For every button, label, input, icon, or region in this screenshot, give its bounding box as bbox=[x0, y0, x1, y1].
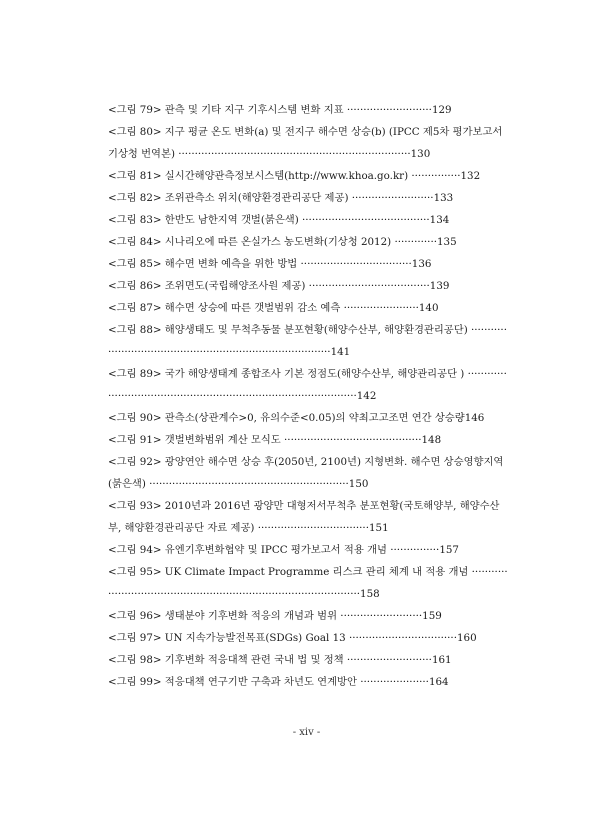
toc-entry: <그림 81> 실시간해양관측정보시스템(http://www.khoa.go.kr) ···············132 bbox=[108, 170, 481, 182]
toc-entry: <그림 94> 유엔기후변화협약 및 IPCC 평가보고서 적용 개념 ···············157 bbox=[108, 544, 459, 556]
toc-entry: <그림 91> 갯벌변화범위 계산 모식도 ··········································148 bbox=[108, 434, 442, 446]
toc-entry: <그림 98> 기후변화 적응대책 관련 국내 법 및 정책 ··························161 bbox=[108, 654, 452, 666]
toc-entry: <그림 96> 생태분야 기후변화 적응의 개념과 범위 ·························159 bbox=[108, 610, 442, 622]
toc-entry: <그림 86> 조위면도(국립해양조사원 제공) ·····································139 bbox=[108, 280, 450, 292]
toc-entry: <그림 93> 2010년과 2016년 광양만 대형저서무척추 분포현황(국토해양부, 해양수산부, 해양환경관리공단 자료 제공) ··································151 bbox=[108, 500, 500, 534]
toc-entry: <그림 97> UN 지속가능발전목표(SDGs) Goal 13 ·································160 bbox=[108, 632, 477, 644]
toc-entry: <그림 90> 관측소(상관계수>0, 유의수준<0.05)의 약최고고조면 연간 상승량146 bbox=[108, 412, 485, 424]
toc-entry: <그림 80> 지구 평균 온도 변화(a) 및 전지구 해수면 상승(b) (IPCC 제5차 평가보고서 기상청 번역본) ·······································································130 bbox=[108, 126, 503, 160]
toc-entry: <그림 89> 국가 해양생태계 종합조사 기본 정점도(해양수산부, 해양관리공단 ) ························································································142 bbox=[108, 368, 507, 402]
page-number: - xiv - bbox=[292, 727, 321, 738]
toc-entry: <그림 95> UK Climate Impact Programme 리스크 관리 체계 내 적용 개념 ························································································158 bbox=[108, 566, 508, 600]
toc-entry: <그림 83> 한반도 남한지역 갯벌(붉은색) ·······································134 bbox=[108, 214, 450, 226]
toc-entry: <그림 79> 관측 및 기타 지구 기후시스템 변화 지표 ··························129 bbox=[108, 104, 452, 116]
toc-entry: <그림 85> 해수면 변화 예측을 위한 방법 ··································136 bbox=[108, 258, 432, 270]
toc-entry: <그림 88> 해양생태도 및 무척추동물 분포현황(해양수산부, 해양환경관리공단) ···············································································141 bbox=[108, 324, 507, 358]
toc-entry: <그림 99> 적응대책 연구기반 구축과 차년도 연계방안 ·····················164 bbox=[108, 676, 449, 688]
toc-entry: <그림 82> 조위관측소 위치(해양환경관리공단 제공) ·························133 bbox=[108, 192, 454, 204]
figure-list bbox=[108, 99, 508, 693]
toc-entry: <그림 84> 시나리오에 따른 온실가스 농도변화(기상청 2012) ·············135 bbox=[108, 236, 457, 248]
toc-entry: <그림 92> 광양연안 해수면 상승 후(2050년, 2100년) 지형변화. 해수면 상승영향지역(붉은색) ·····························································150 bbox=[108, 456, 504, 490]
toc-entry: <그림 87> 해수면 상승에 따른 갯벌범위 감소 예측 ·······················140 bbox=[108, 302, 439, 314]
